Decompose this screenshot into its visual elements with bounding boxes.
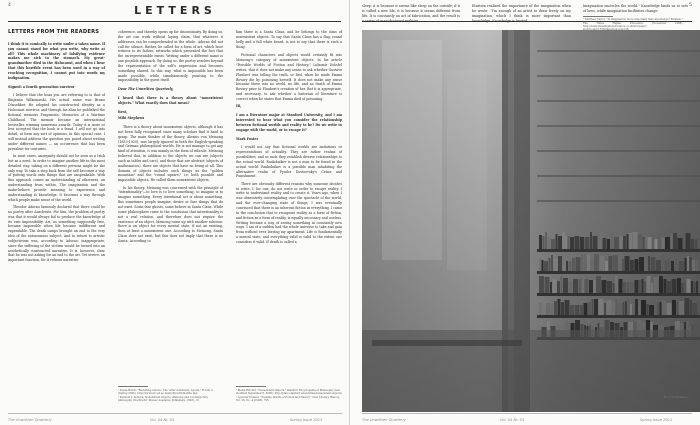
reply-3-paragraph-2: There are obviously different reasons why someone decides to write. I, for one, do not write in order to escape reality. I write to understand reality and to create it. Years ago, when I was obsessively contemplating over the spectacle of the world, and the ever-changing state of things, I was eventually convinced that there is an inherent fiction in everything. I came to the conclusion that to recognize reality as a form of fiction, and fiction as a form of reality, is equally necessary and useless. Writing became a way of seeing something in constantly new ways. I am of a sudden had the whole universe to take and gain from without ever leaving my apartment. Life is fundamentally a mental state, and everything valid is valid to the extent one considers it valid. If death is called a	[236, 181, 342, 244]
masthead-rule	[8, 21, 341, 22]
right-column-1	[362, 4, 460, 27]
left-column-1	[8, 30, 105, 266]
section-title: LETTERS FROM THE READERS	[8, 29, 100, 35]
right-column-2	[472, 4, 571, 27]
footnote-4: ⁴ Lubomír Doležel, "Possible Worlds of Fiction and History," New Literary History, Vol. 29, No. 4 (1998), 795.	[236, 396, 340, 403]
reply-1-paragraph-1: I believe that the hoax you are referring to is that of Binjamin Wilkomirski. His actual name was Bruno Dössekker. He adopted his constructed identity as a Holocaust survivor, and through his alias he published the fictional memoirs Fragments: Memories of a Wartime Childhood. The memoir became an international bestseller, winning numerous awards. Today it is more or less accepted that the book is a fraud. I will not go into detail, at form any sort of opinions, in this special case. I will instead address the question you posed about writing under different names — an occurrence that has been prevalent for centuries.	[8, 93, 105, 151]
left-column-3	[236, 30, 342, 247]
letter-3-question: I am a literature major at Stanford University, and I am interested to hear what you consider the relationship between fictional worlds and reality to be? Do we write to engage with the world, or to escape it?	[236, 113, 342, 132]
reply-3-paragraph-1: I would not say that fictional worlds are imitations or representations of actuality. They are rather realms of possibilities, and as such they establish diverse relationships to the actual world. Raskolnikov is not a man to be found in the actual world. Raskolnikov is a possible man inhabiting the alternative realm of Fyodor Dostoevsky's Crime and Punishment.	[236, 145, 342, 179]
reply-2-paragraph-2: In his theory, Meinong was concerned with the principle of "intentionality"—to love is to love something, to imagine is to imagine something. Every intentional act is about something. But sometimes people imagine, desire or fear things that do not exist. Some fear ghosts, some believe in Santa Claus. While some philosophers came to the conclusion that intentionality is not a real relation, and therefore does not require the existence of an object, Meinong came up with another solution: there is an object for every mental state, if not an existing, then at least a nonexistent one. According to Meinong, Santa Claus does not exist, but this does not imply that there is no Santa. According to	[118, 185, 223, 243]
footnote-2: ² Kenneth J. Perszyk, Nonexistent Objects: Meinong and Contemporary philosophy, (Dordrecht: Kluwer Academic Publishers, 1993), 12.	[118, 396, 209, 403]
reply-3-paragraph-5: Imagination encircles the world." Knowledge binds us to sets of laws, while imagination facilitates change.	[583, 4, 688, 13]
footnote-rule	[236, 386, 266, 387]
reply-2-paragraph-4: Fictional characters and objects would certainly fit into Meinong's category of nonexistent objects. In his article "Possible Worlds of Fiction and History," Lubomír Doležel writes, that it does not make any sense to ask whether Gustave Flaubert was telling the truth, or lied, when he made Emma Bovary die by poisoning herself. It does not make any sense because there was no world, no life, and no death of Emma Bovary prior to Flaubert's creation of her. But it is appropriate, and necessary, to ask whether a historian of literature is correct when he states that Emma died of poisoning.	[236, 53, 342, 101]
footer-issue: Spring Issue 2011	[290, 418, 323, 422]
reply-2-paragraph-1: There is a theory about nonexistent objects, although it has not been fully recognized since many scholars find it hard to grasp. The main thinker of the theory, Alexius von Meinong (1853-1920), was largely ignored in both the English-speaking and German philosophical worlds. He is not manage to get any kind of attention, it was mainly in the form of ridicule. Meinong believed that, in addition to the objects we can see (objects such as tables and cars), and those that are abstract (objects of mathematics), there are objects that have no being at all. This domain of objects includes such things as the "golden mountain" and the "round square," i.e. both possible and impossible objects. He called them nonexistent objects.	[118, 125, 224, 183]
page-number-right: 5	[689, 3, 692, 8]
footer-volume: Vol. 05 Nr. 03	[150, 418, 175, 422]
footer-rule-left	[8, 413, 342, 414]
reply-1-paragraph-3: Theodor Adorno famously declared that there could be no poetry after Auschwitz. For him, the problem of poetry was that it would always fail to produce the knowledge of its own impossibility. Art, as something supposedly free, became impossible when life became indifferent and expendable. The death camps brought an end to the very idea of the autonomous subject. And to return to artistic subjectivism was, according to Adorno, inappropriate, since the suffering of the victims would be turned into an aesthetically constructed narrative. It is, however, clear that he was not asking for an end to the art. Yet severe: an important function, for it refuses narrative	[8, 205, 105, 263]
photo-credit: Bruno Hi Anderson	[663, 396, 688, 399]
right-column-3	[583, 4, 688, 32]
letter-3-author: Mark Foster	[236, 136, 259, 141]
library-photograph	[362, 30, 700, 412]
footer-issue: Spring Issue 2011	[640, 418, 673, 422]
page-number-left: 4	[8, 3, 11, 8]
letter-1-signature: Signed: a fourth generation survivor	[8, 84, 75, 89]
reply-1-paragraph-2: In most cases, anonymity should not be seen as a trick but as a need. In order to imagine another life in the most detailed way, taking on a different persona might be the only way. To take a step back from the self becomes a way of putting words onto things that are unspeakable. With this approach comes an understanding of otherness, an understanding from within. The imagination and the make-believe provide meaning to experience and understanding to knowledge. It becomes a way through which people make sense of the world.	[8, 154, 105, 202]
footer-publication: The Unwritten Quarterly	[8, 418, 52, 422]
left-column-2	[118, 30, 223, 246]
letter-2-closing: Best,	[118, 109, 128, 114]
reply-2-paragraph-3: him there is a Santa Claus, and he belongs to the class of nonexistent objects. To say that Santa Claus has a flag, round belly and a full white beard, is not to say that there is such a thing.	[236, 30, 342, 49]
footnotes-mid	[236, 386, 342, 404]
library-photo-image	[362, 30, 700, 412]
footnote-1: ¹ Dossa Hatch, "Revisiting Adorno: The 'After Auschwitz' Aporia," Forum 2, (Spring 2006), http://forum.llc.ed.ac.uk/archive/02/matthe.php	[118, 388, 214, 395]
footer-publication: The Unwritten Quarterly	[362, 418, 406, 422]
letter-2-salutation: Dear The Unwritten Quarterly,	[118, 87, 174, 92]
reply-3-paragraph-3: sleep, it is because it seems like sleep on the outside; if it is called a new life, it is because it seems different from life. It is constantly an act of fabrication, and the result is a series of manufactured realities.	[362, 4, 460, 23]
footnote-5: ⁵ Matthew Taylor, "Is imagination more important than knowledge? Einstein," The Times Higher Education, (November 1998), http://www.timeshighereducation.co.uk/story.asp?	[583, 18, 683, 28]
footnote-3: ³ Maria Reicher, "Nonexistent Objects," Stanford Encyclopedia of Philosophy (last modified September 8, 2006). http://plato.stanford.edu/entries/nonexistent-objects/	[236, 388, 342, 395]
footnotes-left	[118, 386, 223, 404]
letter-3-salutation: Hi,	[236, 104, 242, 109]
footnote-rule	[118, 386, 148, 387]
footer-volume: Vol. 05 Nr. 03	[500, 418, 525, 422]
masthead-title: LETTERS	[134, 4, 216, 17]
letter-2-question: I heard that there is a theory about "nonexistent objects." What exactly does that mean?	[118, 96, 223, 105]
reply-3-paragraph-4: Einstein realized the importance of the imagination when he wrote: "I'm enough of an artist to draw freely on my imagination, which I think is more important than knowledge. Knowledge is limited.	[472, 4, 571, 23]
letter-2-author: Miki Stephens	[118, 116, 145, 121]
footnote-rule	[583, 16, 613, 17]
letter-1-text: I think it is comically to write under a taken name. If you cannot stand for what you write, why write at all? This whole machinery of falsifying evidence makes me sick to the stomach. My great-grandmother died in the Holocaust, and when I hear that this horrible event has been used in a way of reaching recognition, I cannot put into words my indignation.	[8, 41, 105, 80]
footer-rule-right	[362, 413, 692, 414]
reply-1-paragraph-4: coherence, and thereby opens up for discontinuity. By doing so, the art can work without laying claim, that whatever it addresses can be comprehended in the whole. Adorno did not call for silence. Rather, he called for a form of art, which bore witness to its failure, artworks which presented the fact that the un-representable exists. Writing under a different name is one possible approach. By doing so, the poetry reaches beyond the representation of the self's expression and becomes something shared. In this way, what is impossible has been made possible, while simultaneously pointing to the impossibility in the quest itself.	[118, 30, 223, 83]
